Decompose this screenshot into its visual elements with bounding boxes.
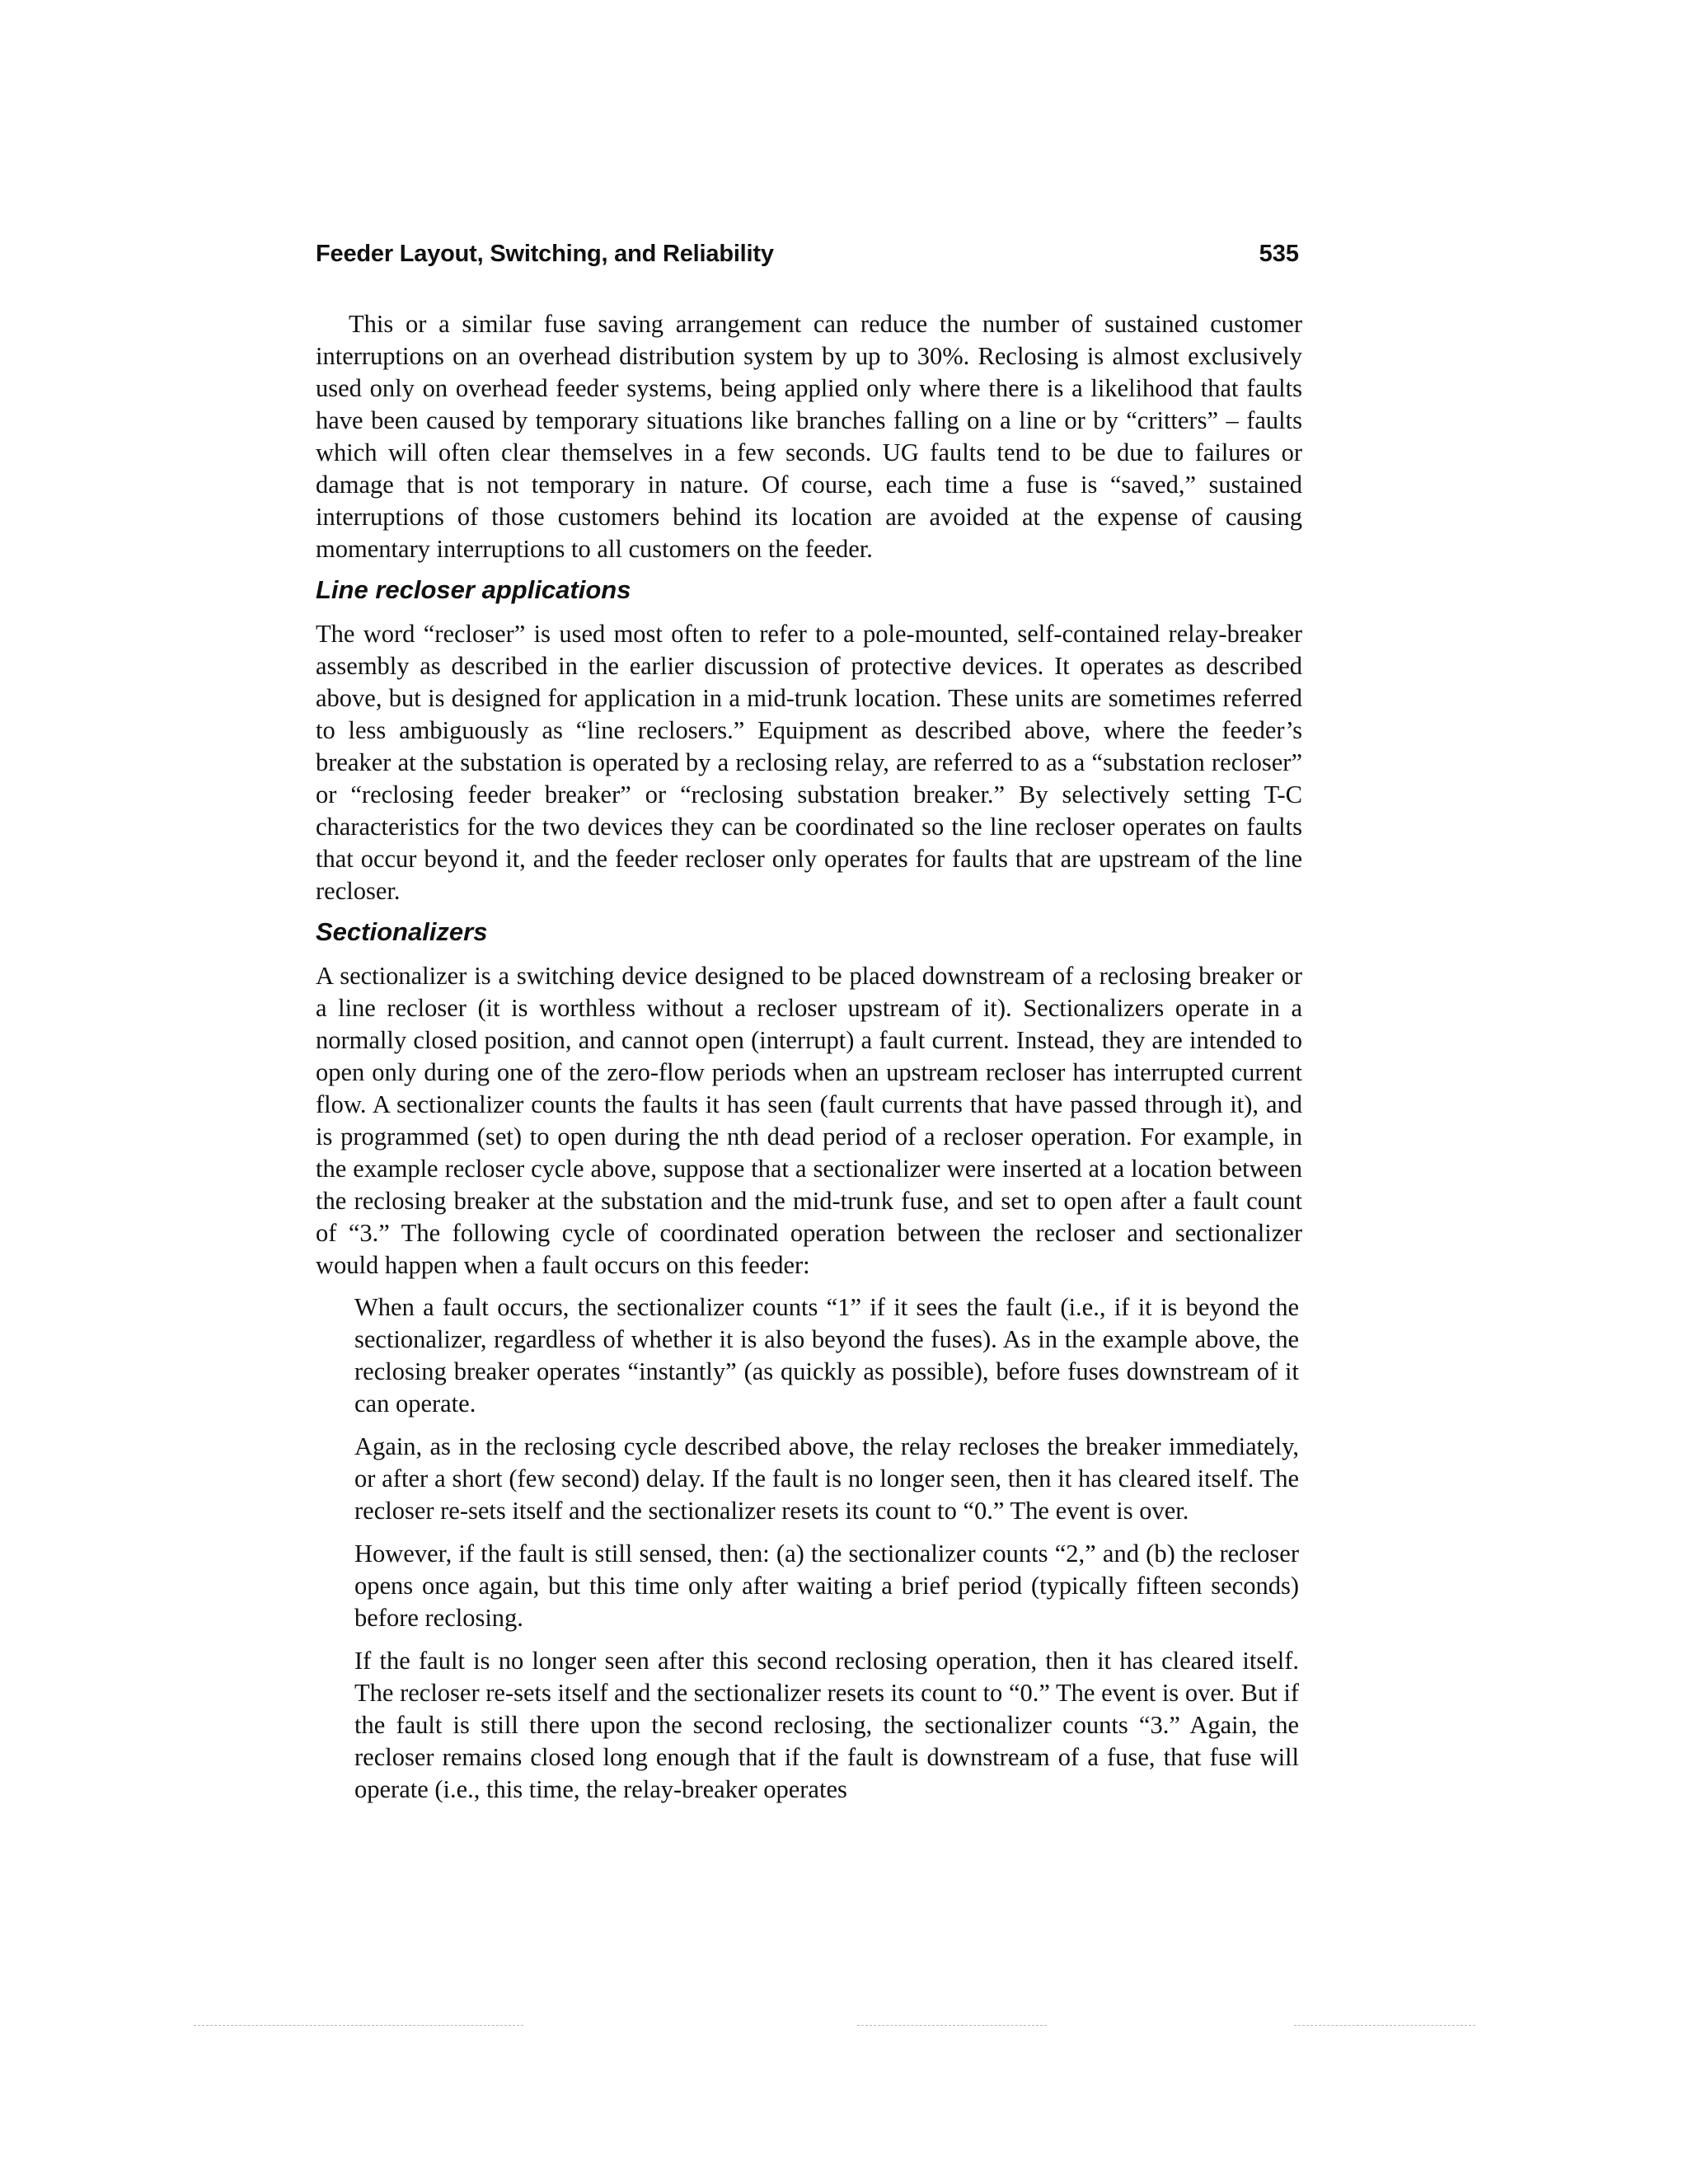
scan-artifact-line-middle — [857, 2025, 1047, 2026]
cycle-step-2: Again, as in the reclosing cycle described above, the relay recloses the breaker immediately, or after a short (few second) delay. If the fault is no longer seen, then it has cleared itself. The recloser re-sets itself and the sectionalizer resets its count to “0.” The event is over. — [354, 1432, 1299, 1525]
cycle-step-4: If the fault is no longer seen after this second reclosing operation, then it has cleared itself. The recloser re-sets itself and the sectionalizer resets its count to “0.” The event is over. But if the fault is still there upon the second reclosing, the sectionalizer counts “3.” Again, the recloser remains closed long enough that if the fault is downstream of a fuse, that fuse will operate (i.e., this time, the relay-breaker operates — [354, 1647, 1299, 1803]
line-recloser-paragraph: The word “recloser” is used most often to refer to a pole-mounted, self-contained relay-breaker assembly as described in the earlier discussion of protective devices. It operates as described above, but is designed for application in a mid-trunk location. These units are sometimes referred to less ambiguously as “line reclosers.” Equipment as described above, where the feeder’s breaker at the substation is operated by a reclosing relay, are referred to as a “substation recloser” or “reclosing feeder breaker” or “reclosing substation breaker.” By selectively setting T-C characteristics for the two devices they can be coordinated so the line recloser operates on faults that occur beyond it, and the feeder recloser only operates for faults that are upstream of the line recloser. — [316, 620, 1302, 905]
cycle-step-1: When a fault occurs, the sectionalizer counts “1” if it sees the fault (i.e., if it is beyond the sectionalizer, regardless of whether it is also beyond the fuses). As in the example above, the reclosing breaker operates “instantly” (as quickly as possible), before fuses downstream of it can operate. — [354, 1293, 1299, 1418]
scan-artifact-line-left — [194, 2025, 523, 2026]
scan-artifact-line-right — [1294, 2025, 1475, 2026]
sectionalizers-paragraph: A sectionalizer is a switching device designed to be placed downstream of a reclosing breaker or a line recloser (it is worthless without a recloser upstream of it). Sectionalizers operate in a normally closed position, and cannot open (interrupt) a fault current. Instead, they are intended to open only during one of the zero-flow periods when an upstream recloser has interrupted current flow. A sectionalizer counts the faults it has seen (fault currents that have passed through it), and is programmed (set) to open during the nth dead period of a recloser operation. For example, in the example recloser cycle above, suppose that a sectionalizer were inserted at a location between the reclosing breaker at the substation and the mid-trunk fuse, and set to open after a fault count of “3.” The following cycle of coordinated operation between the recloser and sectionalizer would happen when a fault occurs on this feeder: — [316, 962, 1302, 1279]
running-header-title: Feeder Layout, Switching, and Reliability — [316, 241, 774, 267]
running-header — [316, 239, 1302, 269]
section-heading-sectionalizers: Sectionalizers — [316, 917, 488, 946]
cycle-step-3: However, if the fault is still sensed, then: (a) the sectionalizer counts “2,” and (b) the recloser opens once again, but this time only after waiting a brief period (typically fifteen seconds) before reclosing. — [354, 1540, 1299, 1632]
page-number: 535 — [1259, 241, 1299, 267]
document-page — [316, 239, 1302, 1816]
sectionalizer-cycle-steps — [354, 1291, 1299, 1806]
section-heading-line-recloser: Line recloser applications — [316, 575, 631, 604]
intro-paragraph: This or a similar fuse saving arrangement can reduce the number of sustained customer interruptions on an overhead distribution system by up to 30%. Reclosing is almost exclusively used only on overhead feeder systems, being applied only where there is a likelihood that faults have been caused by temporary situations like branches falling on a line or by “critters” – faults which will often clear themselves in a few seconds. UG faults tend to be due to failures or damage that is not temporary in nature. Of course, each time a fuse is “saved,” sustained interruptions of those customers behind its location are avoided at the expense of causing momentary interruptions to all customers on the feeder. — [316, 310, 1302, 563]
